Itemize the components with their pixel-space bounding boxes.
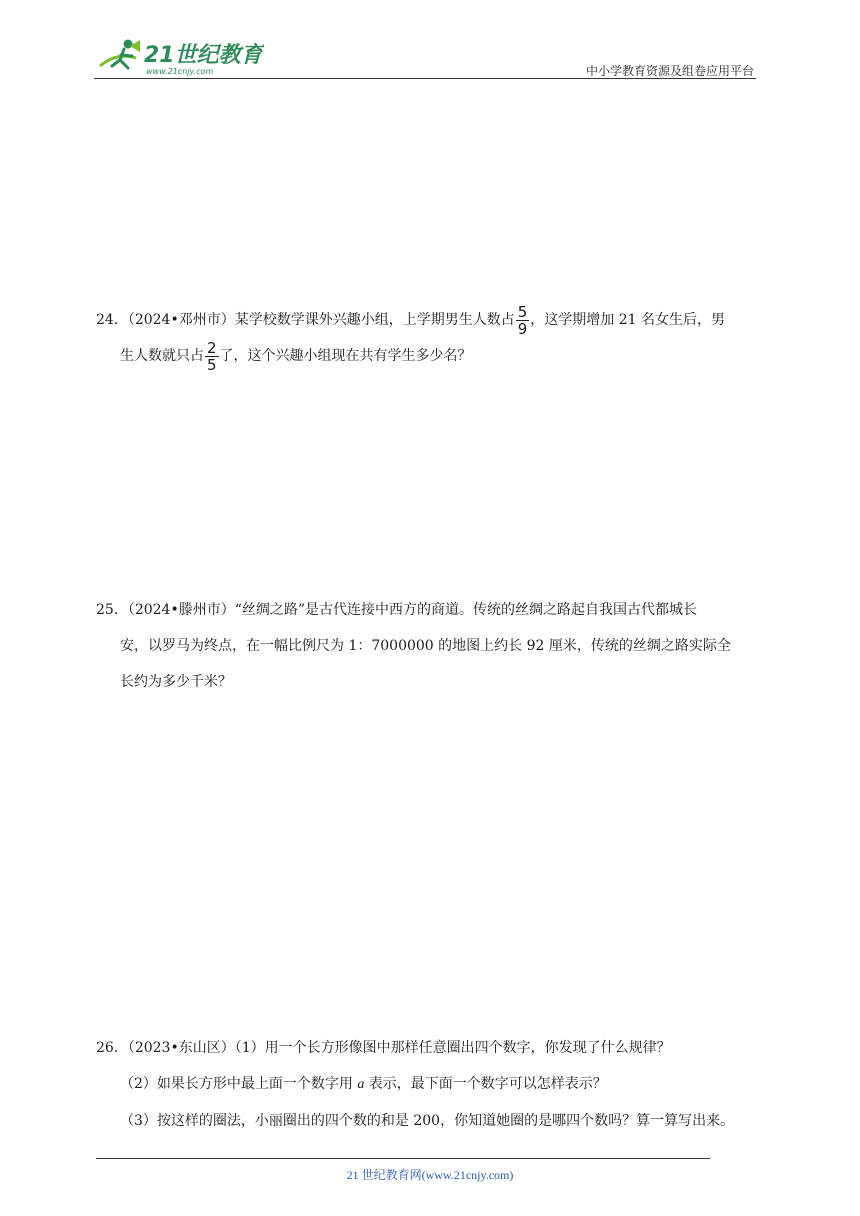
- logo-text: 21世纪教育: [144, 43, 263, 68]
- question-25-line-3: 长约为多少千米？: [120, 674, 232, 690]
- question-text: ，这学期增加 21 名女生后，男: [530, 312, 725, 328]
- fraction-2-5: [205, 340, 219, 373]
- site-logo: [94, 36, 264, 78]
- question-text: 生人数就只占: [120, 348, 204, 364]
- question-number: 26．: [96, 1040, 128, 1056]
- question-number: 25．: [96, 602, 128, 618]
- question-text: （1）用一个长方形像图中那样任意圈出四个数字，你发现了什么规律？: [234, 1040, 671, 1056]
- logo-url-text: www.21cnjy.com: [146, 67, 214, 76]
- question-26-line-3: （3）按这样的圈法，小丽圈出的四个数的和是 200，你知道她圈的是哪四个数吗？算一算写出来。: [120, 1113, 735, 1129]
- question-text: （2）如果长方形中最上面一个数字用: [120, 1076, 358, 1092]
- question-source: （2024•邓州市）: [127, 312, 235, 328]
- variable-a: a: [357, 1077, 365, 1092]
- question-text: 表示，最下面一个数字可以怎样表示？: [364, 1076, 607, 1092]
- question-24-line-1: [96, 302, 766, 338]
- question-24-line-2: [96, 338, 766, 374]
- fraction-numerator: 5: [517, 302, 528, 321]
- question-source: （2023•东山区）: [127, 1040, 235, 1056]
- question-text: 某学校数学课外兴趣小组，上学期男生人数占: [234, 312, 515, 328]
- question-24: [96, 302, 766, 374]
- question-26-line-2: [96, 1066, 766, 1103]
- question-26: [96, 1030, 766, 1139]
- question-25-line-1: [96, 592, 766, 628]
- footer-link[interactable]: 21 世纪教育网(www.21cnjy.com): [346, 1168, 514, 1182]
- platform-title: 中小学教育资源及组卷应用平台: [585, 64, 754, 78]
- question-text: 了，这个兴趣小组现在共有学生多少名？: [219, 348, 472, 364]
- question-text: “丝绸之路”是古代连接中西方的商道。传统的丝绸之路起自我国古代都城长: [234, 602, 698, 618]
- header-divider: [94, 78, 756, 79]
- question-source: （2024•滕州市）: [127, 602, 235, 618]
- question-25-line-2: 安，以罗马为终点，在一幅比例尺为 1：7000000 的地图上约长 92 厘米，传统的丝绸之路实际全: [120, 638, 731, 654]
- fraction-numerator: 2: [207, 338, 217, 357]
- question-26-line-1: [96, 1030, 766, 1066]
- fraction-denominator: 5: [207, 355, 217, 374]
- fraction-5-9: [516, 304, 530, 337]
- footer-divider: [96, 1158, 710, 1159]
- question-number: 24．: [96, 312, 128, 328]
- question-25: [96, 592, 766, 700]
- fraction-denominator: 9: [517, 319, 528, 338]
